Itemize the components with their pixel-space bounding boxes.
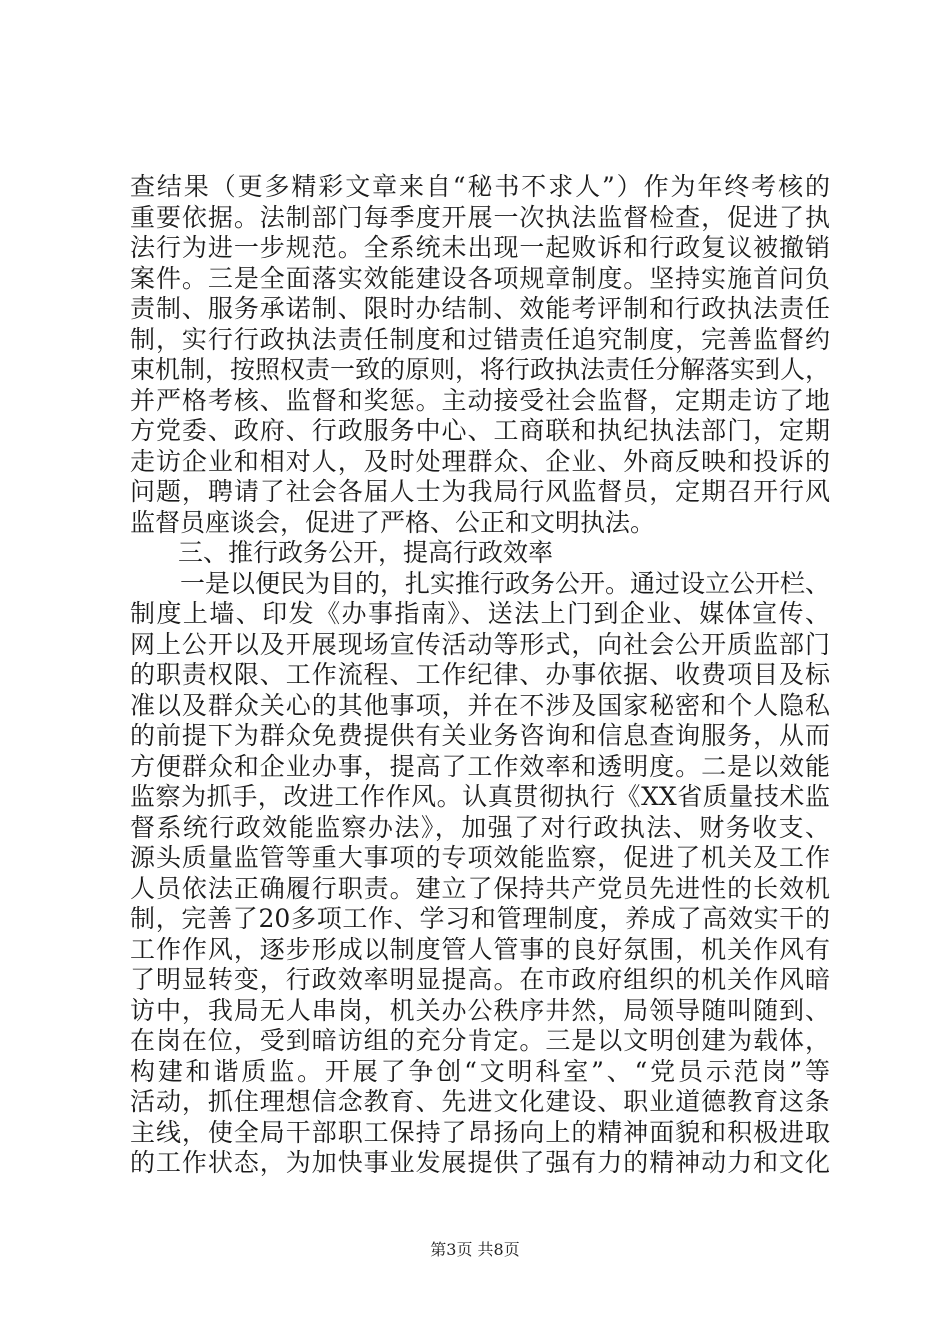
- text-line: 活动，抓住理想信念教育、先进文化建设、职业道德教育这条: [130, 1087, 830, 1116]
- text-line: 准以及群众关心的其他事项，并在不涉及国家秘密和个人隐私: [130, 690, 830, 720]
- text-line: 的前提下为群众免费提供有关业务咨询和信息查询服务，从而: [130, 721, 830, 750]
- text-line: 构建和谐质监。开展了争创“文明科室”、“党员示范岗”等: [130, 1056, 830, 1086]
- text-line: 访中，我局无人串岗，机关办公秩序井然，局领导随叫随到、: [130, 995, 830, 1025]
- text-line: 重要依据。法制部门每季度开展一次执法监督检查，促进了执: [130, 202, 830, 232]
- text-line: 案件。三是全面落实效能建设各项规章制度。坚持实施首问负: [130, 263, 830, 293]
- text-line: 工作作风，逐步形成以制度管人管事的良好氛围，机关作风有: [130, 934, 830, 964]
- text-line: 束机制，按照权责一致的原则，将行政执法责任分解落实到人，: [130, 355, 830, 384]
- text-line: 制，实行行政执法责任制度和过错责任追究制度，完善监督约: [130, 324, 830, 354]
- text-line: 人员依法正确履行职责。建立了保持共产党员先进性的长效机: [130, 873, 830, 903]
- text-line: 制，完善了20多项工作、学习和管理制度，养成了高效实干的: [130, 904, 830, 933]
- text-line: 主线，使全局干部职工保持了昂扬向上的精神面貌和积极进取: [130, 1117, 830, 1147]
- text-line: 法行为进一步规范。全系统未出现一起败诉和行政复议被撤销: [130, 233, 830, 262]
- text-line: 一是以便民为目的，扎实推行政务公开。通过设立公开栏、: [180, 568, 830, 598]
- text-line: 督系统行政效能监察办法》，加强了对行政执法、财务收支、: [130, 812, 830, 842]
- text-line: 方便群众和企业办事，提高了工作效率和透明度。二是以效能: [130, 751, 830, 781]
- text-line: 责制、服务承诺制、限时办结制、效能考评制和行政执法责任: [130, 294, 830, 323]
- text-line: 方党委、政府、行政服务中心、工商联和执纪执法部门，定期: [130, 416, 830, 445]
- text-line: 走访企业和相对人，及时处理群众、企业、外商反映和投诉的: [130, 446, 830, 476]
- text-line: 问题，聘请了社会各届人士为我局行风监督员，定期召开行风: [130, 477, 830, 506]
- page-number-footer: 第3页 共8页: [430, 1240, 520, 1259]
- text-line: 监督员座谈会，促进了严格、公正和文明执法。: [130, 507, 656, 537]
- text-line: 的职责权限、工作流程、工作纪律、办事依据、收费项目及标: [130, 660, 830, 689]
- text-line: 查结果（更多精彩文章来自“秘书不求人”）作为年终考核的: [130, 172, 830, 201]
- text-line: 在岗在位，受到暗访组的充分肯定。三是以文明创建为载体，: [130, 1026, 830, 1055]
- text-line: 监察为抓手，改进工作作风。认真贯彻执行《XX省质量技术监: [130, 782, 830, 811]
- text-line: 了明显转变，行政效率明显提高。在市政府组织的机关作风暗: [130, 965, 830, 994]
- text-line: 源头质量监管等重大事项的专项效能监察，促进了机关及工作: [130, 843, 830, 872]
- text-line: 并严格考核、监督和奖惩。主动接受社会监督，定期走访了地: [130, 385, 830, 415]
- text-line: 网上公开以及开展现场宣传活动等形式，向社会公开质监部门: [130, 629, 830, 659]
- text-line: 制度上墙、印发《办事指南》、送法上门到企业、媒体宣传、: [130, 599, 830, 628]
- section-heading: 三、推行政务公开，提高行政效率: [178, 538, 554, 567]
- document-body: [130, 172, 830, 1179]
- text-line: 的工作状态，为加快事业发展提供了强有力的精神动力和文化: [130, 1148, 830, 1177]
